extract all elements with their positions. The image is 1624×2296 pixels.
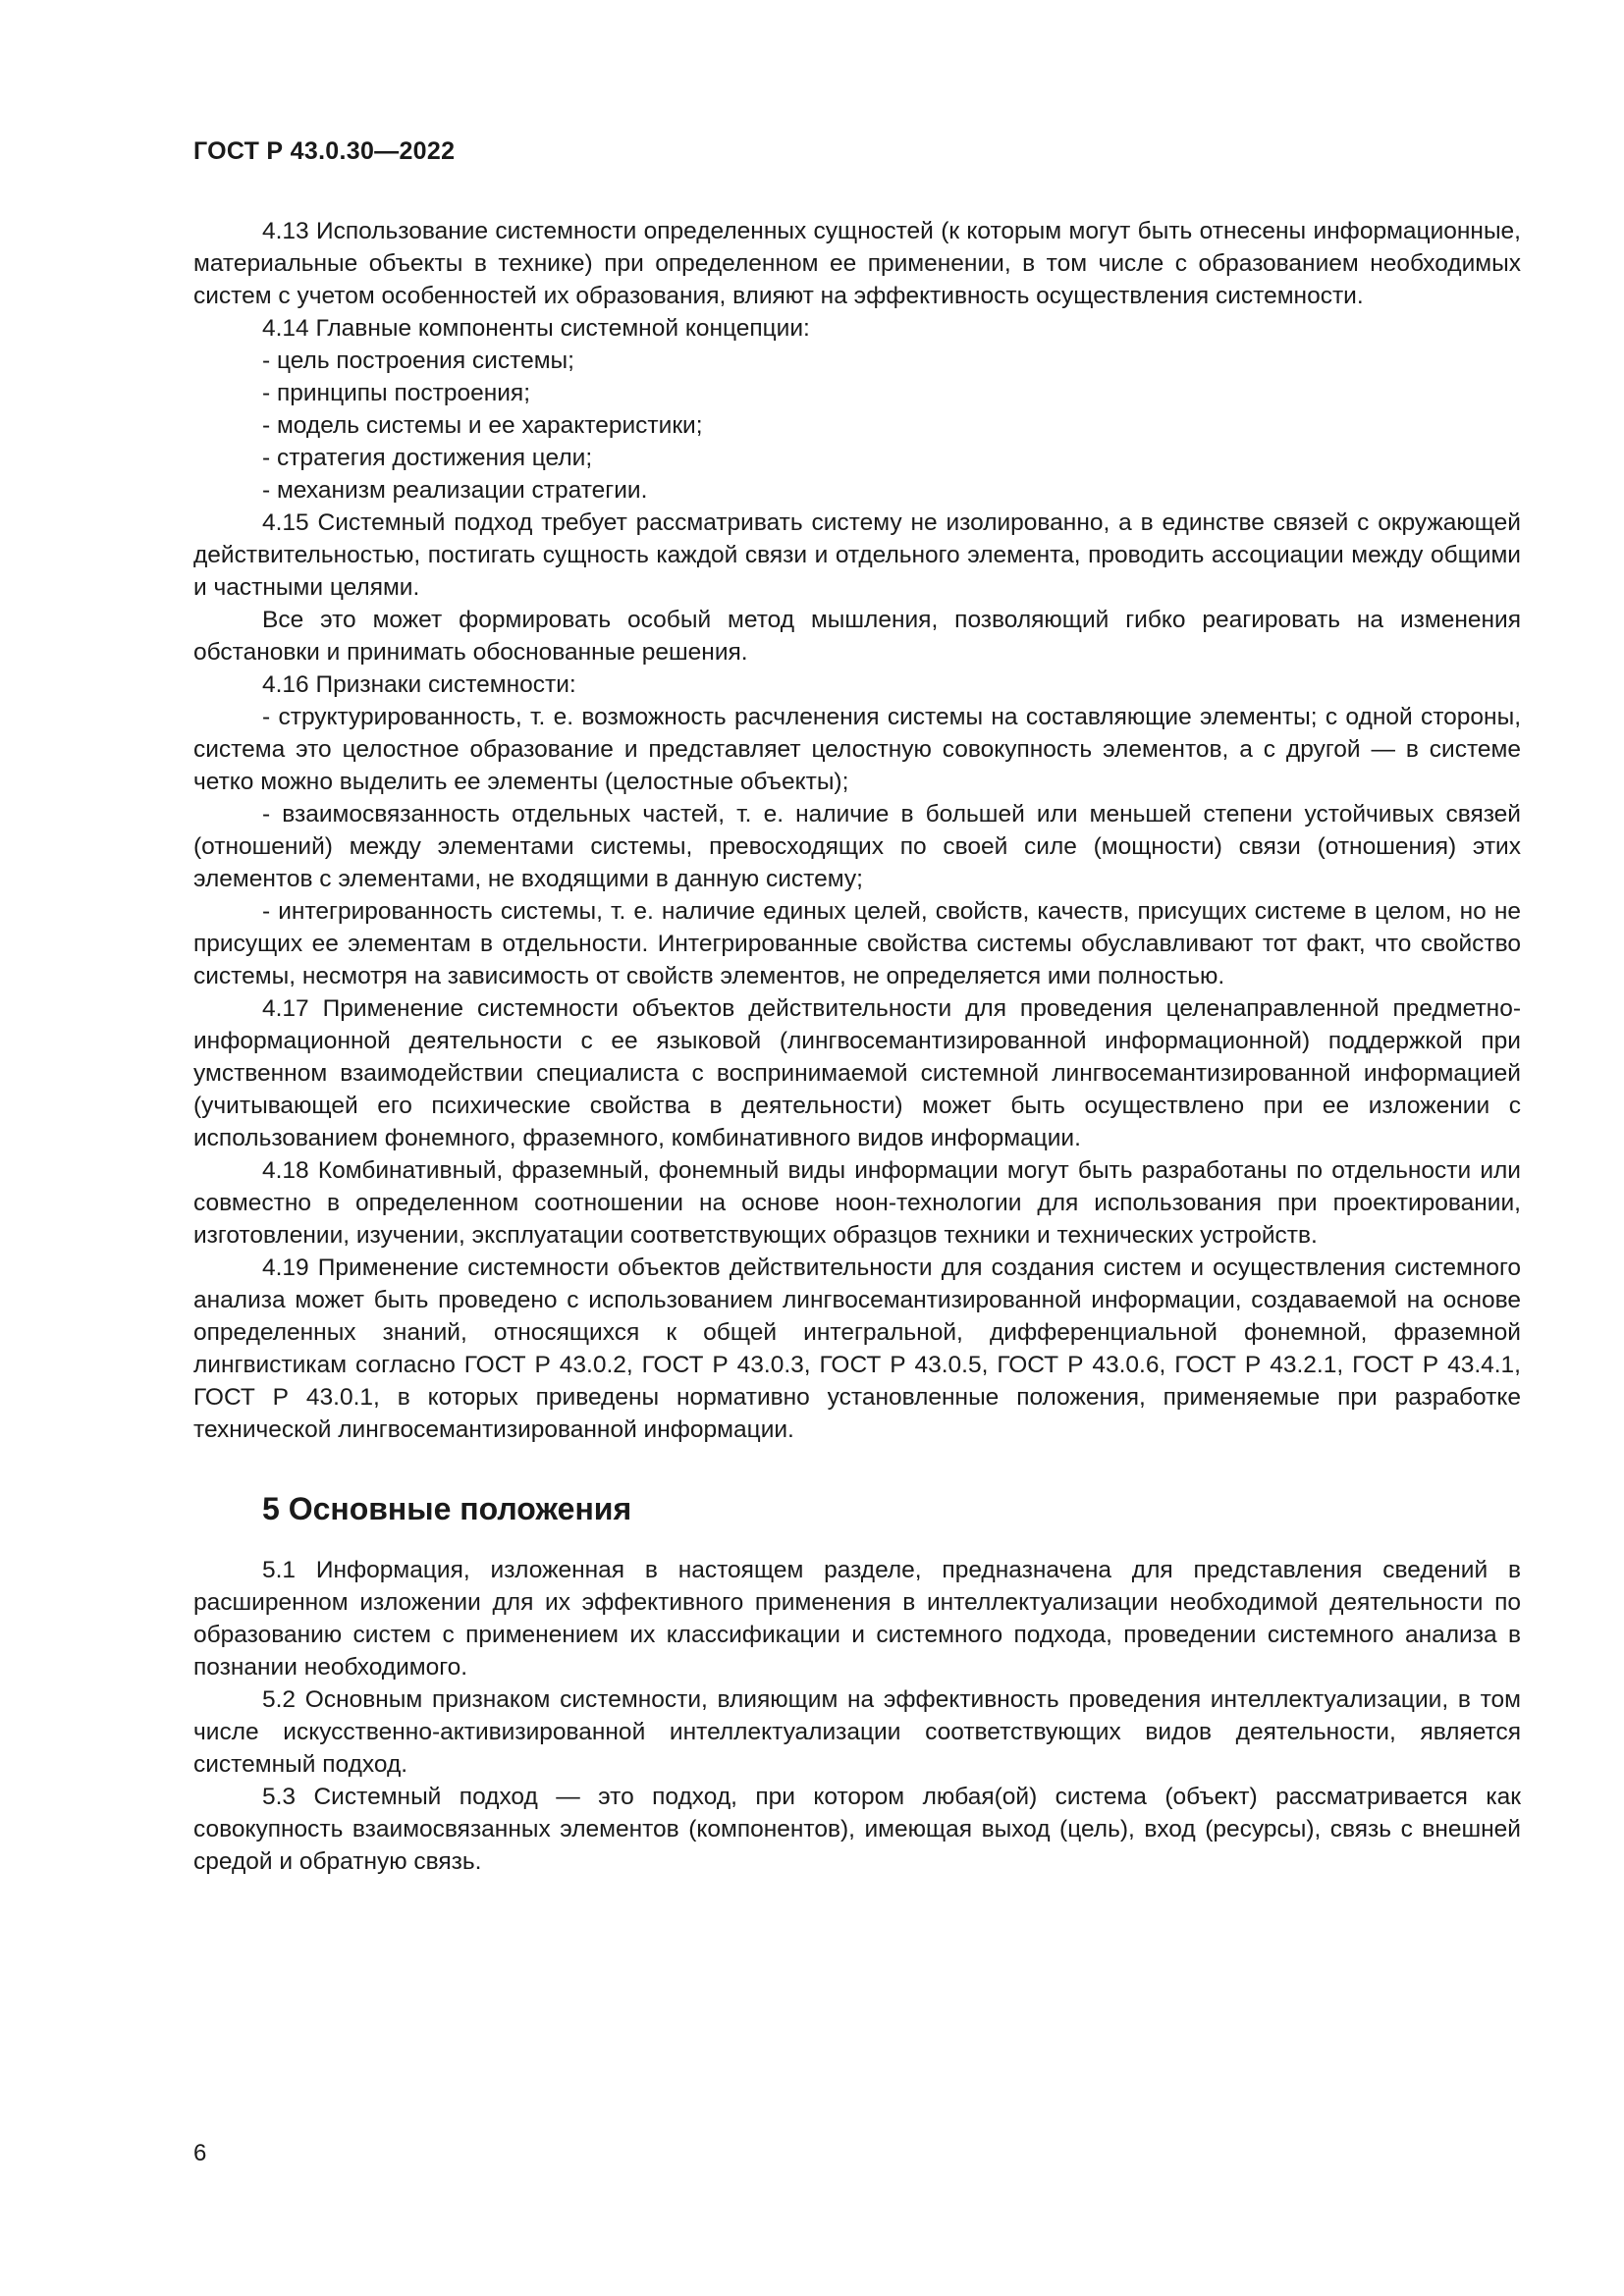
- page-number: 6: [193, 2140, 207, 2166]
- list-item: - цель построения системы;: [262, 347, 574, 374]
- section-5-title: 5 Основные положения: [262, 1491, 632, 1526]
- list-item: - принципы построения;: [262, 380, 531, 406]
- document-header: ГОСТ Р 43.0.30—2022: [193, 137, 456, 165]
- paragraph-4-15: 4.15 Системный подход требует рассматривать систему не изолированно, а в единстве связей с окружающей действительностью, постигать сущность каждой связи и отдельного элемента, проводить ассоциации между общими и частными целями.: [193, 509, 1521, 601]
- paragraph-5-3: 5.3 Системный подход — это подход, при котором любая(ой) система (объект) рассматривается как совокупность взаимосвязанных элементов (компонентов), имеющая выход (цель), вход (ресурсы), связь с внешней средой и обратную связь.: [193, 1784, 1521, 1875]
- list-item: - механизм реализации стратегии.: [262, 477, 648, 504]
- paragraph-5-1: 5.1 Информация, изложенная в настоящем разделе, предназначена для представления сведений в расширенном изложении для их эффективного применения в интеллектуализации необходимой деятельности по образованию систем с применением их классификации и системного подхода, проведении системного анализа в познании необходимого.: [193, 1557, 1521, 1681]
- paragraph-4-16-structured: - структурированность, т. е. возможность расчленения системы на составляющие элементы; с одной стороны, система это целостное образование и представляет целостную совокупность элементов, а с другой — в системе четко можно выделить ее элементы (целостные объекты);: [193, 704, 1521, 795]
- paragraph-5-2: 5.2 Основным признаком системности, влияющим на эффективность проведения интеллектуализации, в том числе искусственно-активизированной интеллектуализации соответствующих видов деятельности, является системный подход.: [193, 1686, 1521, 1778]
- paragraph-4-18: 4.18 Комбинативный, фраземный, фонемный виды информации могут быть разработаны по отдельности или совместно в определенном соотношении на основе ноон-технологии для использования при проектировании, изготовлении, изучении, эксплуатации соответствующих образцов техники и технических устройств.: [193, 1157, 1521, 1249]
- document-page: [193, 137, 1521, 1878]
- paragraph-4-15-continuation: Все это может формировать особый метод мышления, позволяющий гибко реагировать на изменения обстановки и принимать обоснованные решения.: [193, 607, 1521, 666]
- paragraph-4-13: 4.13 Использование системности определенных сущностей (к которым могут быть отнесены информационные, материальные объекты в технике) при определенном ее применении, в том числе с образованием необходимых систем с учетом особенностей их образования, влияют на эффективность осуществления системности.: [193, 218, 1521, 309]
- paragraph-4-16: 4.16 Признаки системности:: [262, 671, 576, 698]
- list-item: - стратегия достижения цели;: [262, 445, 593, 471]
- list-4-14: [193, 345, 1521, 507]
- list-item: - модель системы и ее характеристики;: [262, 412, 703, 439]
- paragraph-4-16-integrated: - интегрированность системы, т. е. наличие единых целей, свойств, качеств, присущих системе в целом, но не присущих ее элементам в отдельности. Интегрированные свойства системы обуславливают тот факт, что свойство системы, несмотря на зависимость от свойств элементов, не определяется ими полностью.: [193, 898, 1521, 989]
- paragraph-4-14: 4.14 Главные компоненты системной концепции:: [262, 315, 810, 342]
- paragraph-4-17: 4.17 Применение системности объектов действительности для проведения целенаправленной предметно-информационной деятельности с ее языковой (лингвосемантизированной информационной) поддержкой при умственном взаимодействии специалиста с воспринимаемой системной лингвосемантизированной информацией (учитывающей его психические свойства в деятельности) может быть осуществлено при ее изложении с использованием фонемного, фраземного, комбинативного видов информации.: [193, 995, 1521, 1151]
- paragraph-4-16-interconnected: - взаимосвязанность отдельных частей, т. е. наличие в большей или меньшей степени устойчивых связей (отношений) между элементами системы, превосходящих по своей силе (мощности) связи (отношения) этих элементов с элементами, не входящими в данную систему;: [193, 801, 1521, 892]
- paragraph-4-19: 4.19 Применение системности объектов действительности для создания систем и осуществления системного анализа может быть проведено с использованием лингвосемантизированной информации, создаваемой на основе определенных знаний, относящихся к общей интегральной, дифференциальной фонемной, фраземной лингвистикам согласно ГОСТ Р 43.0.2, ГОСТ Р 43.0.3, ГОСТ Р 43.0.5, ГОСТ Р 43.0.6, ГОСТ Р 43.2.1, ГОСТ Р 43.4.1, ГОСТ Р 43.0.1, в которых приведены нормативно установленные положения, применяемые при разработке технической лингвосемантизированной информации.: [193, 1255, 1521, 1443]
